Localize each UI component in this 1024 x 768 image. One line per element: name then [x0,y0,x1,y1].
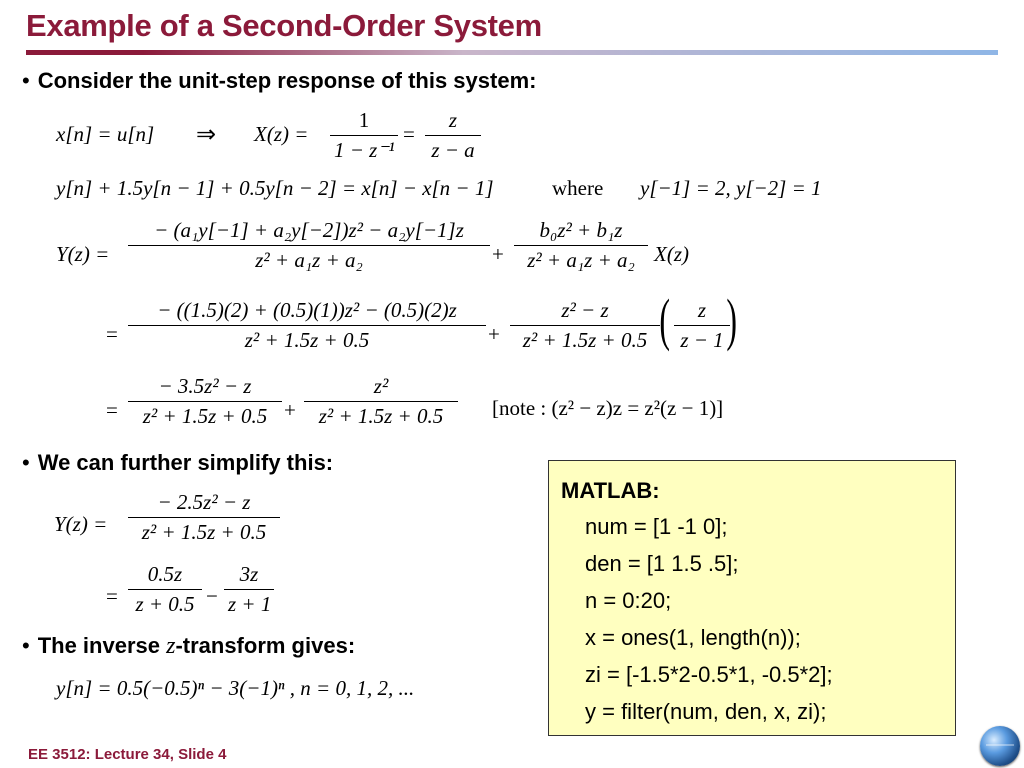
step2-term-1-den: z² + 1.5z + 0.5 [244,328,370,353]
xz-num-2: z [448,108,458,132]
step3-term-2-den: z² + 1.5z + 0.5 [318,404,444,429]
step3-term-1-den: z² + 1.5z + 0.5 [142,404,268,429]
yz-term-1-num: − (a₁y[−1] + a₂y[−2])z² − a₂y[−1]z [154,218,464,242]
matlab-line: den = [1 1.5 .5]; [585,551,739,576]
fraction-bar [128,517,280,518]
input-definition: x[n] = u[n] [56,122,155,146]
globe-logo-icon [980,726,1020,766]
fraction-bar [674,325,730,326]
initial-conditions: y[−1] = 2, y[−2] = 1 [640,176,822,200]
step3-term-2-num: z² [373,374,389,398]
matlab-line: zi = [-1.5*2-0.5*1, -0.5*2]; [585,662,833,687]
partial-fraction-1-den: z + 0.5 [135,592,195,617]
matlab-code-box [548,460,956,736]
fraction-bar [425,135,481,136]
xz-den-1: 1 − z⁻¹ [334,138,395,163]
bullet-dot: • [22,450,30,475]
bullet-inverse-text-post: -transform gives: [175,633,356,658]
equals-sign: = [403,122,415,146]
partial-fraction-2-den: z + 1 [228,592,272,617]
partial-fraction-1-num: 0.5z [147,562,183,586]
step3-term-1-num: − 3.5z² − z [158,374,252,398]
step2-term-2-num: z² − z [561,298,609,322]
slide-footer: EE 3512: Lecture 34, Slide 4 [28,746,227,763]
step2-term-3-den: z − 1 [680,328,724,353]
partial-fraction-1 [128,562,202,617]
yz-term-2 [514,218,648,273]
bullet-consider-text: Consider the unit-step response of this system: [37,68,537,93]
step2-term-1-num: − ((1.5)(2) + (0.5)(1))z² − (0.5)(2)z [157,298,457,322]
step2-term-2-den: z² + 1.5z + 0.5 [522,328,648,353]
step2-term-2 [510,298,660,353]
xz-lhs: X(z) = [254,122,309,146]
bullet-inverse-z: z [166,633,176,659]
title-divider [26,50,998,55]
fraction-bar [128,401,282,402]
plus-sign: + [488,322,500,346]
equals-sign: = [106,398,118,422]
bullet-inverse [22,633,355,660]
step2-term-3-num: z [697,298,707,322]
fraction-bar [330,135,398,136]
equals-sign: = [106,322,118,346]
bullet-inverse-text-pre: The inverse [37,633,167,658]
matlab-title: MATLAB: [561,478,660,503]
xz-den-2: z − a [431,138,475,163]
bullet-simplify-text: We can further simplify this: [37,450,334,475]
difference-equation: y[n] + 1.5y[n − 1] + 0.5y[n − 2] = x[n] − x[n − 1] [56,176,494,200]
bullet-dot: • [22,68,30,93]
partial-fraction-2 [224,562,274,617]
yz-term-2-num: b₀z² + b₁z [539,218,623,242]
right-paren: ) [726,287,737,352]
where-label: where [552,176,604,200]
fraction-bar [128,589,202,590]
plus-sign: + [284,398,296,422]
matlab-line: x = ones(1, length(n)); [585,625,801,650]
xz-fraction-2 [425,108,481,163]
step3-term-1 [128,374,282,429]
fraction-bar [304,401,458,402]
simplified-yz-den: z² + 1.5z + 0.5 [141,520,267,545]
fraction-bar [510,325,660,326]
yz-term-1 [128,218,490,273]
matlab-line: y = filter(num, den, x, zi); [585,699,827,724]
left-paren: ( [659,287,670,352]
note-annotation: [note : (z² − z)z = z²(z − 1)] [492,396,724,420]
fraction-bar [514,245,648,246]
simplified-yz-lhs: Y(z) = [54,512,108,536]
bullet-simplify [22,450,333,476]
bullet-consider [22,68,536,94]
xz-num-1: 1 [358,108,370,132]
yz-term-2-den: z² + a₁z + a₂ [527,248,635,273]
yz-term-1-den: z² + a₁z + a₂ [255,248,363,273]
plus-sign: + [492,242,504,266]
final-result: y[n] = 0.5(−0.5)ⁿ − 3(−1)ⁿ , n = 0, 1, 2, ... [56,676,415,700]
matlab-line: n = 0:20; [585,588,672,613]
matlab-line: num = [1 -1 0]; [585,514,728,539]
fraction-bar [128,245,490,246]
partial-fraction-2-num: 3z [239,562,259,586]
simplified-yz-fraction [128,490,280,545]
implies-symbol: ⇒ [196,122,217,148]
slide-title: Example of a Second-Order System [26,8,542,43]
xz-fraction-1 [330,108,398,163]
yz-xz-factor: X(z) [654,242,689,266]
simplified-yz-num: − 2.5z² − z [157,490,251,514]
step2-term-3 [674,298,730,353]
step3-term-2 [304,374,458,429]
bullet-dot: • [22,633,30,658]
step2-term-1 [128,298,486,353]
yz-lhs: Y(z) = [56,242,110,266]
equals-sign: = [106,584,118,608]
fraction-bar [224,589,274,590]
fraction-bar [128,325,486,326]
minus-sign: − [206,584,218,608]
